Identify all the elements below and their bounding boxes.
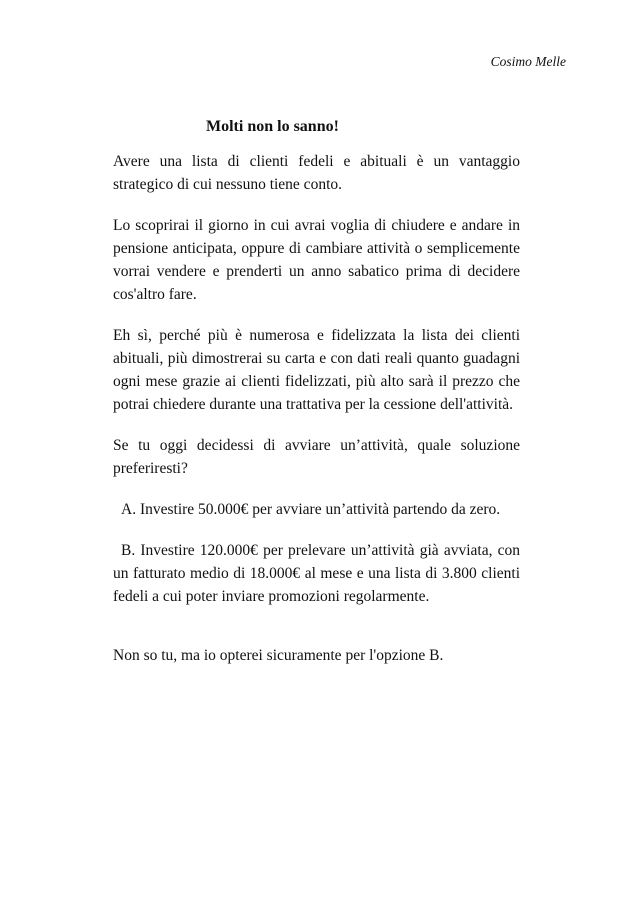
option-a: A. Investire 50.000€ per avviare un’attività partendo da zero. [121, 501, 501, 518]
paragraph: Avere una lista di clienti fedeli e abituali è un vantaggio strategico di cui nessuno tiene conto. [113, 153, 520, 193]
section-heading: Molti non lo sanno! [206, 118, 339, 135]
paragraph: Lo scoprirai il giorno in cui avrai voglia di chiudere e andare in pensione anticipata, oppure di cambiare attività o semplicemente vorrai vendere e prenderti un anno sabatico prima di decidere cos'altro fare. [113, 217, 520, 303]
running-header-author: Cosimo Melle [490, 54, 566, 69]
conclusion-paragraph: Non so tu, ma io opterei sicuramente per l'opzione B. [113, 647, 444, 664]
option-b: B. Investire 120.000€ per prelevare un’attività già avviata, con un fatturato medio di 18.000€ al mese e una lista di 3.800 clienti fedeli a cui poter inviare promozioni regolarmente. [113, 542, 520, 605]
paragraph: Eh sì, perché più è numerosa e fidelizzata la lista dei clienti abituali, più dimostrerai su carta e con dati reali quanto guadagni ogni mese grazie ai clienti fidelizzati, più alto sarà il prezzo che potrai chiedere durante una trattativa per la cessione dell'attività. [113, 327, 520, 413]
paragraph: Se tu oggi decidessi di avviare un’attività, quale soluzione preferiresti? [113, 437, 520, 477]
body-text [113, 150, 520, 685]
